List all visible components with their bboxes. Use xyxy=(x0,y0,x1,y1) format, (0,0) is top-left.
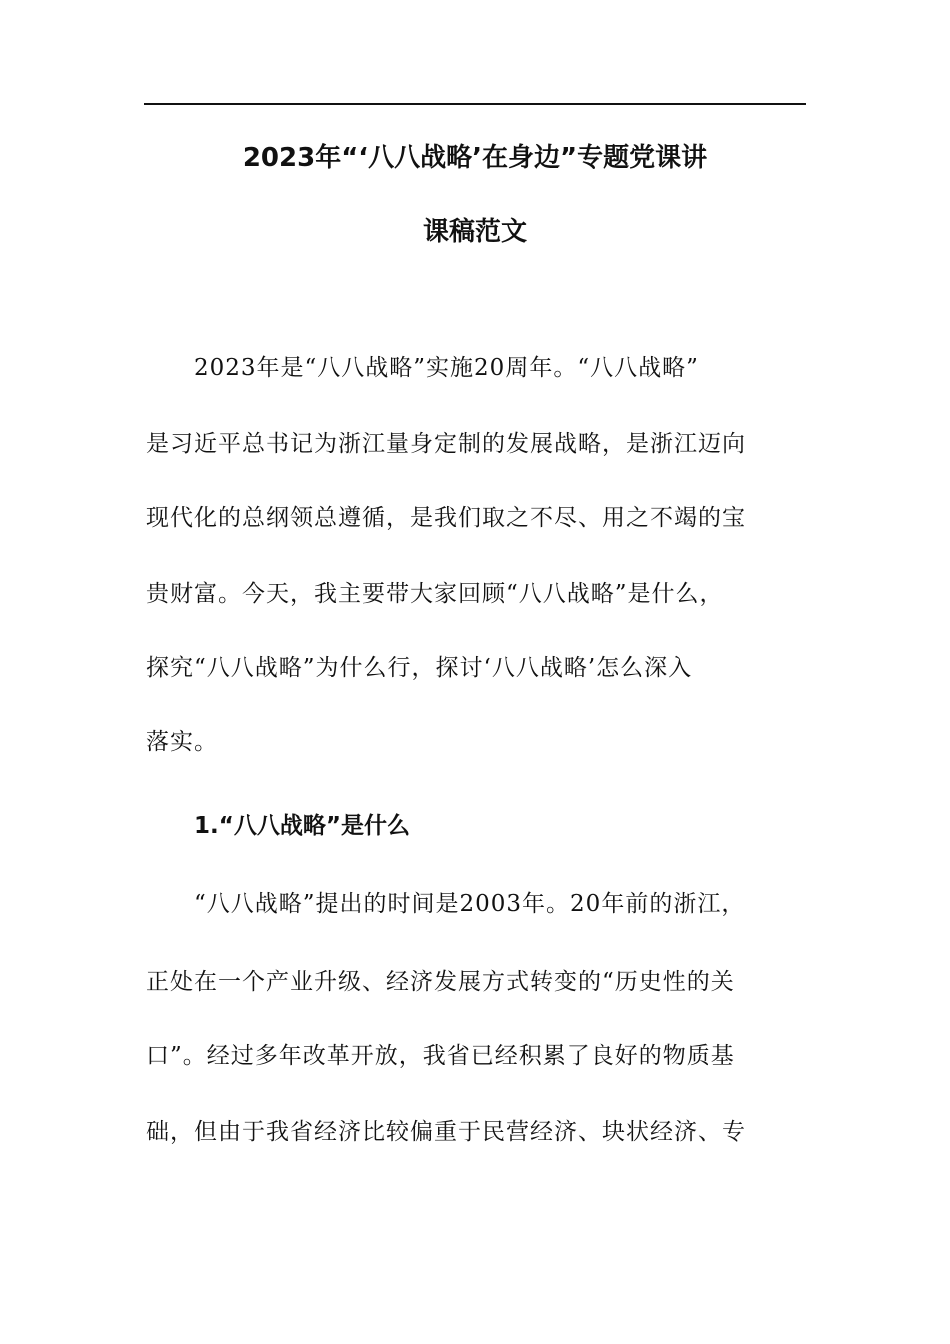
paragraph-1-line-3: 现代化的总纲领总遵循，是我们取之不尽、用之不竭的宝 xyxy=(146,505,746,531)
paragraph-2-line-2: 正处在一个产业升级、经济发展方式转变的“历史性的关 xyxy=(146,969,735,995)
paragraph-1-line-2: 是习近平总书记为浙江量身定制的发展战略，是浙江迈向 xyxy=(146,431,746,457)
section-1-heading: 1.“八八战略”是什么 xyxy=(194,813,410,839)
paragraph-2-line-4: 础，但由于我省经济比较偏重于民营经济、块状经济、专 xyxy=(146,1119,746,1145)
paragraph-1-line-1: 2023年是“八八战略”实施20周年。“八八战略” xyxy=(194,355,699,381)
paragraph-1-line-4: 贵财富。今天，我主要带大家回顾“八八战略”是什么， xyxy=(146,581,724,607)
paragraph-1-line-5: 探究“八八战略”为什么行，探讨‘八八战略’怎么深入 xyxy=(146,655,693,681)
header-rule xyxy=(144,103,806,105)
document-title-line-2: 课稿范文 xyxy=(422,217,527,247)
paragraph-2-line-1: “八八战略”提出的时间是2003年。20年前的浙江， xyxy=(194,891,746,917)
paragraph-2-line-3: 口”。经过多年改革开放，我省已经积累了良好的物质基 xyxy=(146,1043,735,1069)
document-title-line-1: 2023年“‘八八战略’在身边”专题党课讲 xyxy=(242,143,708,173)
paragraph-1-line-6: 落实。 xyxy=(146,729,218,755)
